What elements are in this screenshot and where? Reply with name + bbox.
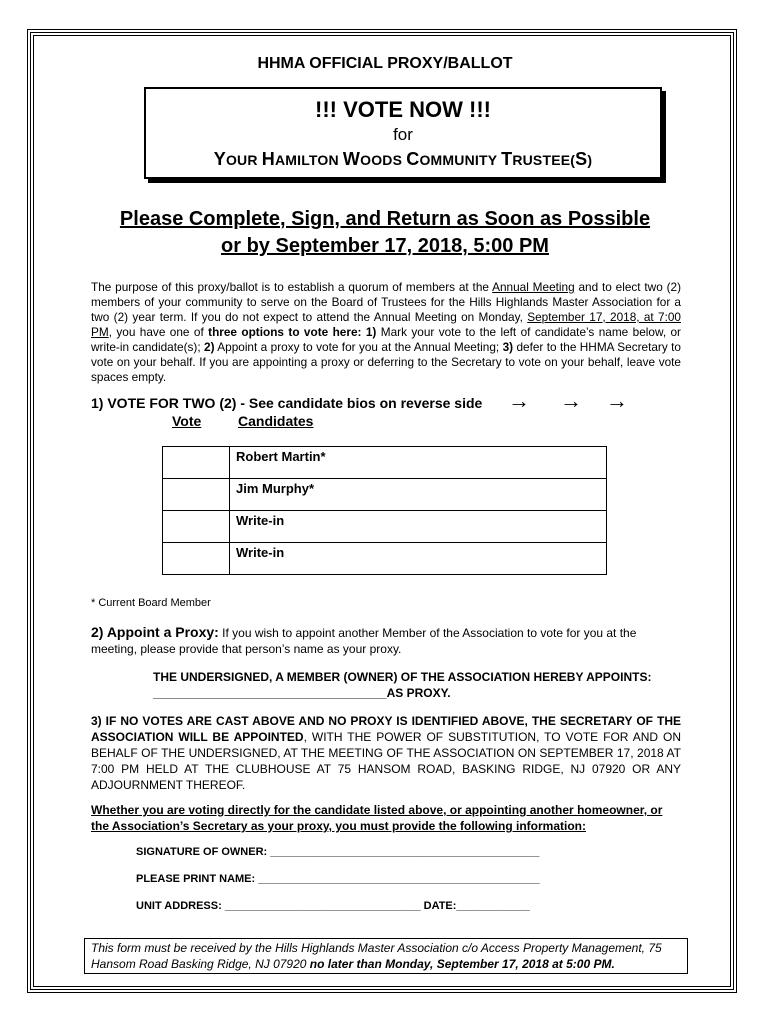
write-in-field[interactable]: Write-in [230,543,607,575]
headline-line-1: Please Complete, Sign, and Return as Soon as Possible [119,208,651,230]
section-2-appoint-proxy [91,624,681,657]
candidate-table [162,446,607,575]
vote-checkbox[interactable] [163,543,230,575]
write-in-field[interactable]: Write-in [230,511,607,543]
vote-now-box [144,87,662,179]
vote-checkbox[interactable] [163,511,230,543]
arrow-right-icon: → [560,388,582,413]
candidate-name: Robert Martin* [230,447,607,479]
form-title: HHMA OFFICIAL PROXY/BALLOT [257,55,513,72]
print-name-field[interactable]: PLEASE PRINT NAME: ______________________________________________ [136,873,540,885]
intro-paragraph: The purpose of this proxy/ballot is to establish a quorum of members at the Annual Meeting and to elect two (2) members of your community to serve on the Board of Trustees for the Hills Highlands Master Association for a two (2) year term. If you do not expect to attend the Annual Meeting on Monday, September 17, 2018, at 7:00 PM, you have one of three options to vote here: 1) Mark your vote to the left of candidate’s name below, or write-in candidate(s); 2) Appoint a proxy to vote for you at the Annual Meeting; 3) defer to the HHMA Secretary to vote on your behalf. If you are appointing a proxy or deferring to the Secretary to vote on your behalf, leave vote spaces empty. [91,280,682,384]
appoint-line-1: THE UNDERSIGNED, A MEMBER (OWNER) OF THE ASSOCIATION HEREBY APPOINTS: [153,670,652,684]
headline-line-2: or by September 17, 2018, 5:00 PM [221,235,549,257]
vote-now-heading: !!! VOTE NOW !!! [315,97,491,122]
proxy-name-field[interactable]: ___________________________________AS PROXY. [153,686,451,700]
appoint-statement [153,669,683,701]
table-row [163,447,607,479]
trustee-heading: YOUR HAMILTON WOODS COMMUNITY TRUSTEE(S) [213,149,593,169]
candidate-name: Jim Murphy* [230,479,607,511]
vote-for-text: for [393,125,413,144]
information-required-notice: Whether you are voting directly for the candidate listed above, or appointing another homeowner, or the Association’s Secretary as your proxy, you must provide the following information: [91,803,663,833]
vote-checkbox[interactable] [163,447,230,479]
arrow-right-icon: → [606,388,628,413]
arrow-right-icon: → [508,388,530,413]
table-row [163,543,607,575]
footer-notice: This form must be received by the Hills Highlands Master Association c/o Access Property Management, 75 Hansom Road Basking Ridge, NJ 07920 no later than Monday, September 17, 2018 at 5:00 PM. [84,938,688,974]
signature-field[interactable]: SIGNATURE OF OWNER: ____________________________________________ [136,846,540,858]
unit-address-field[interactable]: UNIT ADDRESS: ________________________________ DATE:____________ [136,900,530,912]
section-2-title: 2) Appoint a Proxy: [91,624,219,640]
section-3-secretary: 3) IF NO VOTES ARE CAST ABOVE AND NO PROXY IS IDENTIFIED ABOVE, THE SECRETARY OF THE ASSOCIATION WILL BE APPOINTED, WITH THE POWER OF SUBSTITUTION, TO VOTE FOR AND ON BEHALF OF THE UNDERSIGNED, AT THE MEETING OF THE ASSOCIATION ON SEPTEMBER 17, 2018 AT 7:00 PM HELD AT THE CLUBHOUSE AT 75 HANSOM ROAD, BASKING RIDGE, NJ 07920 OR ANY ADJOURNMENT THEREOF. [91,714,681,792]
section-1-title: 1) VOTE FOR TWO (2) - See candidate bios on reverse side [91,395,483,411]
candidates-column-header: Candidates [238,413,314,429]
vote-column-header: Vote [172,413,202,429]
section-2-text: If you wish to appoint another Member of the Association to vote for you at the meeting, please provide that person’s name as your proxy. [91,626,637,656]
vote-checkbox[interactable] [163,479,230,511]
board-member-note: * Current Board Member [91,597,211,609]
table-row [163,479,607,511]
table-row [163,511,607,543]
deadline-headline [0,206,770,260]
